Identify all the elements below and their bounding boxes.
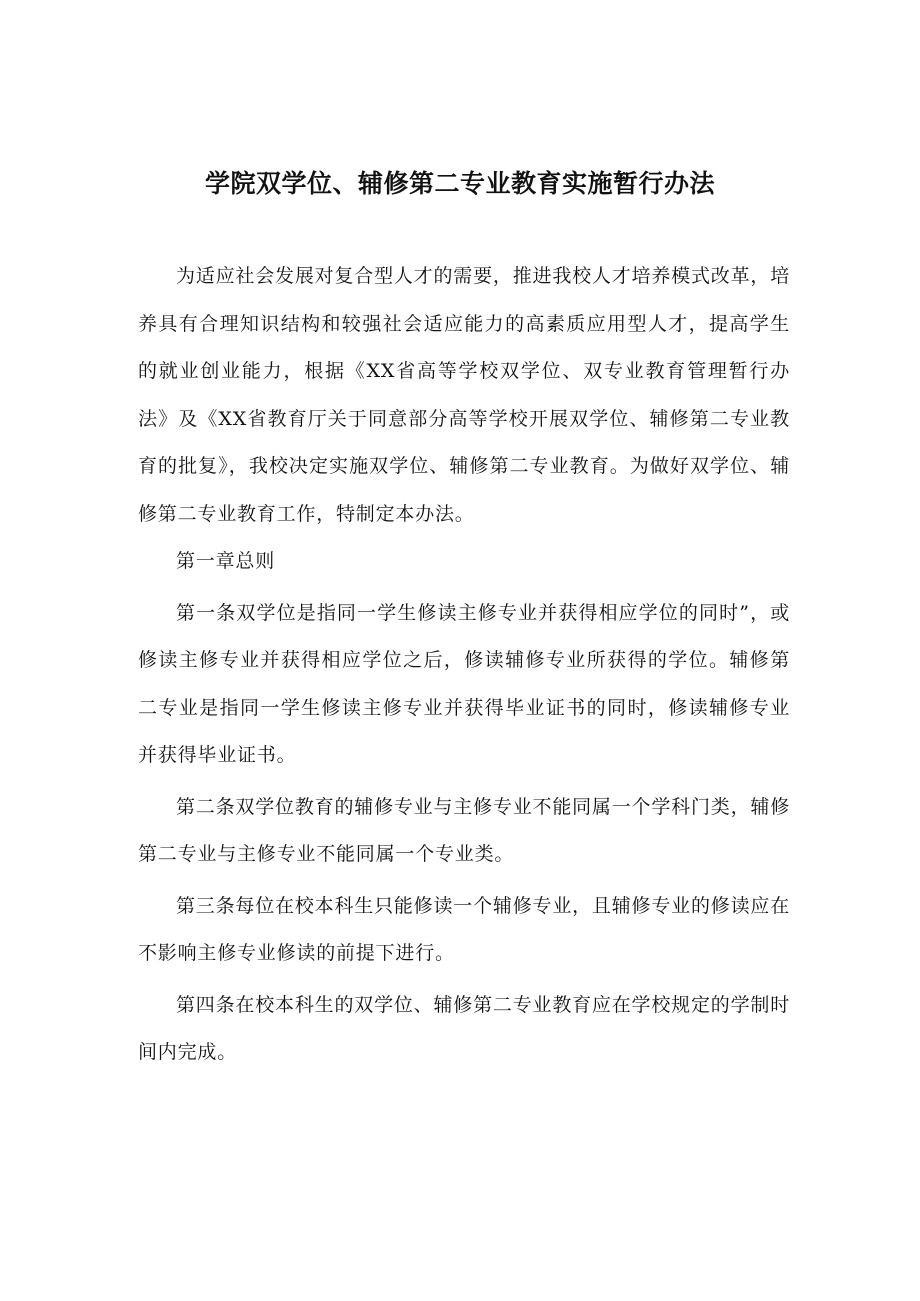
document-body: [138, 253, 790, 1077]
article-1-paragraph: 第一条双学位是指同一学生修读主修专业并获得相应学位的同时”，或修读主修专业并获得相应学位之后，修读辅修专业所获得的学位。辅修第二专业是指同一学生修读主修专业并获得毕业证书的同时，修读辅修专业并获得毕业证书。: [138, 601, 790, 766]
article-3-paragraph: 第三条每位在校本科生只能修读一个辅修专业，且辅修专业的修读应在不影响主修专业修读的前提下进行。: [138, 894, 790, 964]
chapter-heading: 第一章总则: [176, 550, 276, 572]
intro-paragraph: 为适应社会发展对复合型人才的需要，推进我校人才培养模式改革，培养具有合理知识结构和较强社会适应能力的高素质应用型人才，提高学生的就业创业能力，根据《XX省高等学校双学位、双专业教育管理暂行办法》及《XX省教育厅关于同意部分高等学校开展双学位、辅修第二专业教育的批复》，我校决定实施双学位、辅修第二专业教育。为做好双学位、辅修第二专业教育工作，特制定本办法。: [138, 265, 790, 525]
article-2-paragraph: 第二条双学位教育的辅修专业与主修专业不能同属一个学科门类，辅修第二专业与主修专业不能同属一个专业类。: [138, 795, 790, 865]
article-4-paragraph: 第四条在校本科生的双学位、辅修第二专业教育应在学校规定的学制时间内完成。: [138, 993, 790, 1063]
document-title: 学院双学位、辅修第二专业教育实施暂行办法: [204, 169, 715, 198]
